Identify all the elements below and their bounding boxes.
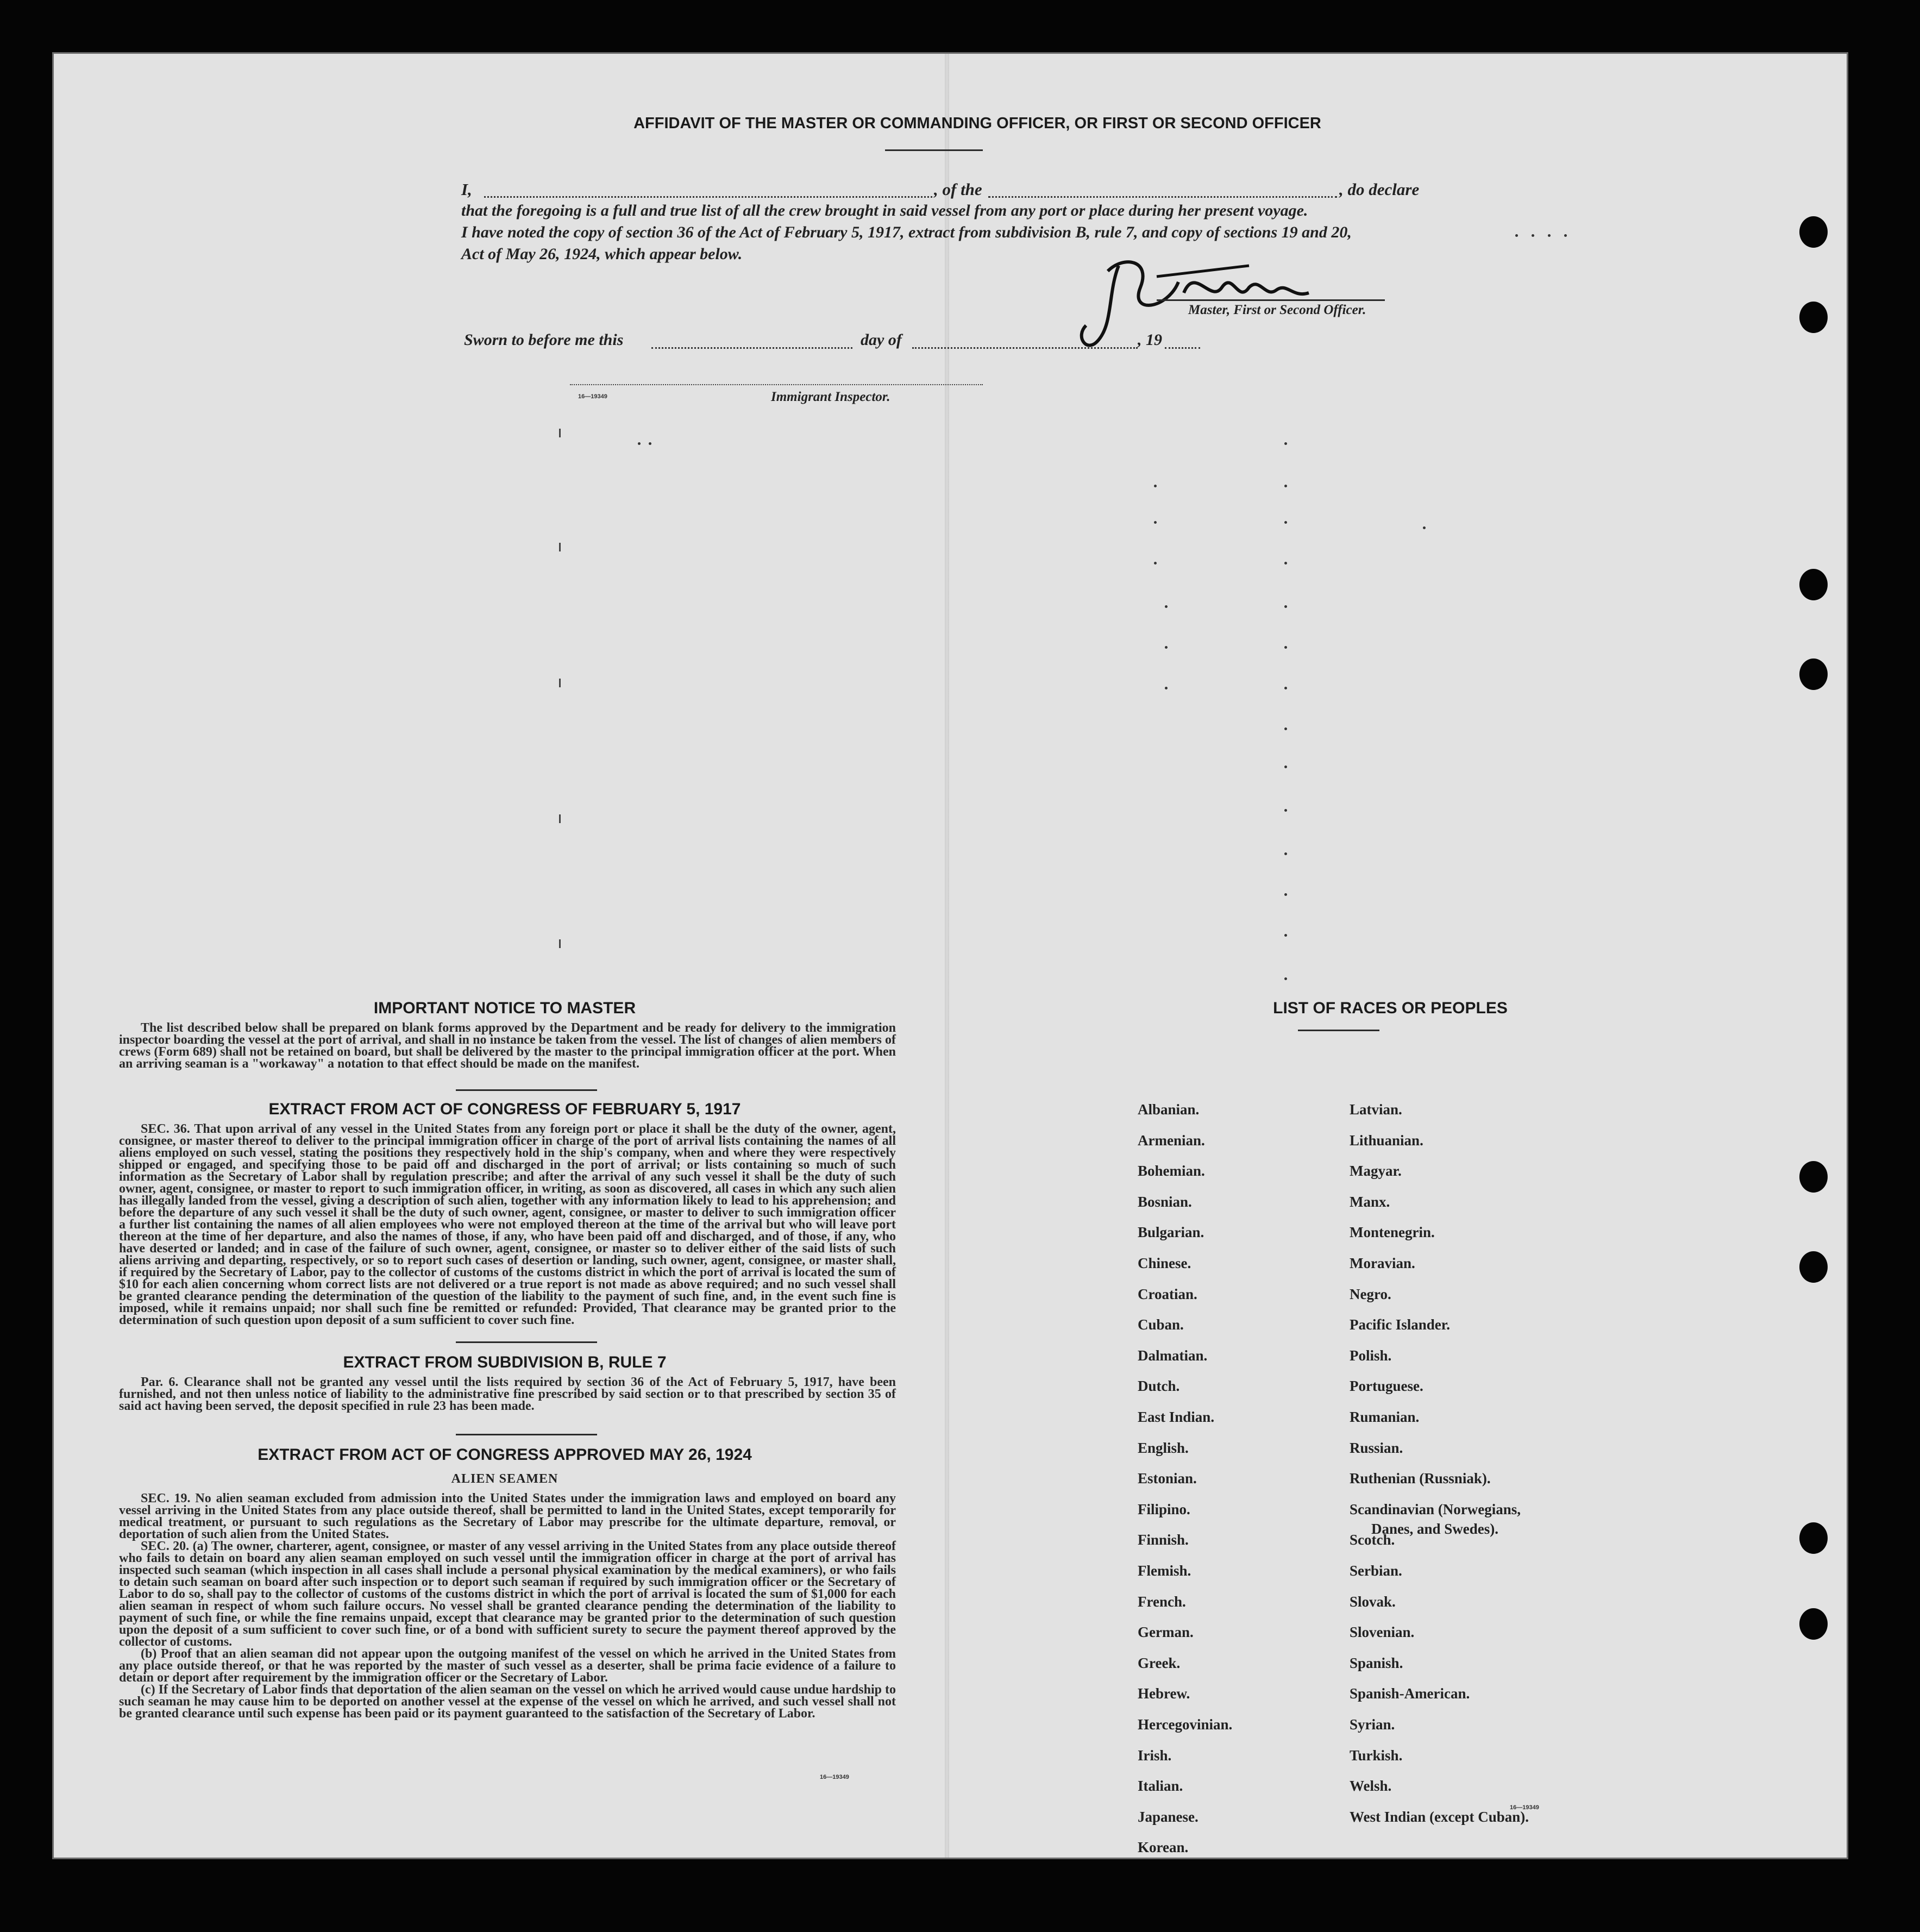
extract-1924-title: EXTRACT FROM ACT OF CONGRESS APPROVED MAY 26, 1924 (258, 1446, 752, 1464)
race-item-right: Montenegrin. (1350, 1224, 1435, 1241)
races-title: LIST OF RACES OR PEOPLES (1273, 999, 1508, 1017)
sworn-year-line (1165, 347, 1200, 349)
race-item-left: Dalmatian. (1138, 1347, 1208, 1364)
page-fold (945, 54, 949, 1858)
race-item-left: Filipino. (1138, 1501, 1190, 1517)
race-item-right: Slovenian. (1350, 1624, 1415, 1641)
speck (1423, 526, 1426, 529)
speck (1284, 687, 1287, 689)
sworn-label: Sworn to before me this (464, 331, 624, 349)
signature-line (1157, 299, 1385, 301)
section-20c-text: (c) If the Secretary of Labor finds that deportation of the alien seaman on the vessel on which he arrived would cause undue hardship to such seaman he may cause him to be deported on another vessel at the expense of the vessel on which he arrived, and such vessel shall not be granted clearance until such expense has been paid or its payment guaranteed to the satisfaction of the Secretary of Labor. (119, 1683, 896, 1721)
races-title-underline (1298, 1030, 1379, 1031)
race-item-right: Spanish-American. (1350, 1685, 1470, 1702)
form-number-top: 16—19349 (578, 393, 607, 400)
document-sheet (52, 52, 1848, 1859)
race-item-right: Danes, and Swedes). (1371, 1520, 1499, 1537)
race-item-right: Portuguese. (1350, 1378, 1423, 1395)
section-36-text: SEC. 36. That upon arrival of any vessel in the United States from any foreign port or place it shall be the duty of the owner, agent, consignee, or master thereof to deliver to the principal immigration officer in charge of the port of arrival lists containing the names of all aliens employed on such vessel, stating the positions they respectively hold in the ship's company, when and where they were respectively shipped or engaged, and specifying those to be paid off and discharged in the port of arrival; or lists containing so much of such information as the Secretary of Labor shall by regulation prescribe; and after the arrival of any such vessel it shall be the duty of such owner, agent, consignee, or master to report to such immigration officer, in writing, as soon as discovered, all cases in which any such alien has illegally landed from the vessel, giving a description of such alien, together with any information likely to lead to his apprehension; and before the departure of any such vessel it shall be the duty of such owner, agent, consignee, or master to deliver to such immigration officer a further list containing the names of all alien employees who were not employed thereon at the time of the arrival but who will leave port thereon at the time of her departure, and also the names of those, if any, who have been paid off and discharged, and of those, if any, who have deserted or landed; and in case of the failure of such owner, agent, consignee, or master so to deliver either of the said lists of such aliens arriving and departing, respectively, or so to report such cases of desertion or landing, such owner, agent, consignee, or master shall, if required by the Secretary of Labor, pay to the collector of customs of the customs district in which the port of arrival is located the sum of $10 for each alien concerning whom correct lists are not delivered or a true report is not made as above required; and no such vessel shall be granted clearance pending the determination of the question of the liability to the payment of such fine, and, in the event such fine is imposed, while it remains unpaid; nor shall such fine be remitted or refunded: Provided, That clearance may be granted prior to the determination of such question upon deposit of a sum sufficient to cover such fine. (119, 1122, 896, 1327)
speck (1548, 234, 1551, 237)
race-item-right: Turkish. (1350, 1747, 1403, 1764)
extract-1924-body (119, 1492, 896, 1720)
race-item-right: Serbian. (1350, 1563, 1402, 1579)
section-20b-text: (b) Proof that an alien seaman did not appear upon the outgoing manifest of the vessel on which he arrived in the United States from any place outside thereof, or that he was reported by the master of such vessel as a deserter, shall be prima facie evidence of a failure to detain or deport after requirement by the immigration officer or the Secretary of Labor. (119, 1647, 896, 1685)
alien-seamen-subtitle: ALIEN SEAMEN (451, 1472, 559, 1486)
race-item-left: Japanese. (1138, 1808, 1199, 1825)
name-field-line (484, 196, 932, 198)
race-item-left: Bosnian. (1138, 1193, 1192, 1210)
speck (1165, 646, 1168, 649)
declaration-line-2: that the foregoing is a full and true list of all the crew brought in said vessel from any port or place during her present voyage. (461, 202, 1308, 219)
speck (1284, 442, 1287, 445)
race-item-left: French. (1138, 1593, 1186, 1610)
speck (559, 939, 561, 948)
inspector-line (570, 384, 983, 385)
race-item-left: English. (1138, 1439, 1189, 1456)
speck (1284, 562, 1287, 564)
speck (1532, 234, 1534, 237)
speck (1284, 852, 1287, 855)
speck (1165, 605, 1168, 608)
race-item-right: Welsh. (1350, 1778, 1392, 1795)
race-item-right: Rumanian. (1350, 1409, 1420, 1425)
notice-title: IMPORTANT NOTICE TO MASTER (373, 999, 636, 1017)
binder-hole (1799, 216, 1828, 248)
race-item-left: Albanian. (1138, 1101, 1200, 1118)
race-item-left: Italian. (1138, 1778, 1183, 1795)
race-item-right: Lithuanian. (1350, 1132, 1423, 1149)
speck (1284, 809, 1287, 812)
race-item-left: East Indian. (1138, 1409, 1215, 1425)
race-item-right: Spanish. (1350, 1654, 1403, 1671)
extract-1917-title: EXTRACT FROM ACT OF CONGRESS OF FEBRUARY 5, 1917 (268, 1100, 741, 1118)
title-underline (885, 149, 983, 151)
of-the-label: , of the (934, 180, 982, 199)
do-declare-label: , do declare (1339, 180, 1420, 199)
race-item-left: Cuban. (1138, 1316, 1184, 1333)
speck (1284, 646, 1287, 649)
speck (559, 543, 561, 551)
race-item-left: Korean. (1138, 1839, 1189, 1856)
speck (1515, 234, 1518, 237)
day-of-label: day of (861, 331, 902, 349)
race-item-right: Slovak. (1350, 1593, 1396, 1610)
divider-2 (456, 1341, 597, 1343)
race-item-right: Magyar. (1350, 1163, 1402, 1180)
speck (559, 679, 561, 687)
race-item-right: Manx. (1350, 1193, 1390, 1210)
speck (1284, 521, 1287, 524)
speck (1284, 893, 1287, 896)
speck (1284, 727, 1287, 730)
year-label: , 19 (1138, 331, 1162, 349)
divider-1 (456, 1089, 597, 1091)
binder-hole (1799, 569, 1828, 600)
binder-hole (1799, 1608, 1828, 1640)
race-item-right: Russian. (1350, 1439, 1403, 1456)
race-item-left: Estonian. (1138, 1470, 1197, 1487)
declaration-line-3: I have noted the copy of section 36 of the Act of February 5, 1917, extract from subdivision B, rule 7, and copy of sections 19 and 20, (461, 223, 1352, 241)
form-number-right: 16—19349 (1510, 1804, 1539, 1811)
speck (1284, 766, 1287, 768)
race-item-left: Greek. (1138, 1654, 1181, 1671)
section-19-text: SEC. 19. No alien seaman excluded from admission into the United States under the immigration laws and employed on board any vessel arriving in the United States from any place outside thereof, shall be permitted to land in the United States, except temporarily for medical treatment, or pursuant to such regulations as the Secretary of Labor may prescribe for the ultimate departure, removal, or deportation of such alien from the United States. (119, 1491, 896, 1541)
binder-hole (1799, 658, 1828, 690)
extract-rule7-body (119, 1376, 896, 1412)
race-item-left: Dutch. (1138, 1378, 1180, 1395)
race-item-left: Finnish. (1138, 1532, 1189, 1548)
speck (649, 442, 651, 445)
speck (1284, 934, 1287, 937)
speck (1165, 687, 1168, 689)
race-item-right: Scotch. (1350, 1532, 1395, 1548)
speck (1284, 605, 1287, 608)
extract-1917-body (119, 1123, 896, 1326)
race-item-left: Chinese. (1138, 1255, 1191, 1271)
speck (1154, 521, 1157, 524)
speck (559, 429, 561, 437)
race-item-right: Negro. (1350, 1285, 1391, 1302)
race-item-left: Armenian. (1138, 1132, 1205, 1149)
binder-hole (1799, 1522, 1828, 1554)
race-item-left: Irish. (1138, 1747, 1172, 1764)
vessel-field-line (988, 196, 1337, 198)
race-item-left: Hebrew. (1138, 1685, 1190, 1702)
binder-hole (1799, 302, 1828, 333)
inspector-label: Immigrant Inspector. (771, 390, 890, 404)
notice-body (119, 1022, 896, 1070)
race-item-right: West Indian (except Cuban). (1350, 1808, 1529, 1825)
declaration-line-4: Act of May 26, 1924, which appear below. (461, 245, 743, 263)
race-item-right: Moravian. (1350, 1255, 1415, 1271)
race-item-left: Hercegovinian. (1138, 1716, 1233, 1733)
sworn-month-line (912, 347, 1138, 349)
binder-hole (1799, 1251, 1828, 1283)
divider-3 (456, 1434, 597, 1435)
race-item-left: Croatian. (1138, 1285, 1197, 1302)
race-item-left: Bulgarian. (1138, 1224, 1204, 1241)
extract-rule7-title: EXTRACT FROM SUBDIVISION B, RULE 7 (343, 1353, 667, 1371)
race-item-right: Polish. (1350, 1347, 1392, 1364)
race-item-right: Pacific Islander. (1350, 1316, 1450, 1333)
speck (1284, 977, 1287, 980)
notice-text: The list described below shall be prepared on blank forms approved by the Department and be ready for delivery to the immigration inspector boarding the vessel at the port of arrival, and shall in no instance be taken from the vessel. The list of changes of alien members of crews (Form 689) shall not be retained on board, but shall be delivered by the master to the principal immigration officer at the port. When an arriving seaman is a "workaway" a notation to that effect should be made on the manifest. (119, 1021, 896, 1071)
form-number-left: 16—19349 (820, 1774, 849, 1780)
speck (1284, 485, 1287, 487)
race-item-left: Bohemian. (1138, 1163, 1205, 1180)
declare-i: I, (461, 180, 472, 199)
section-20a-text: SEC. 20. (a) The owner, charterer, agent, consignee, or master of any vessel arriving in the United States from any place outside thereof who fails to detain on board any alien seaman employed on such vessel until the immigration officer in charge at the port of arrival has inspected such seaman (which inspection in all cases shall include a personal physical examination by the medical examiners), or who fails to detain such seaman on board after such inspection or to deport such seaman if required by such immigration officer or the Secretary of Labor to do so, shall pay to the collector of customs of the customs district in which the port of arrival is located the sum of $1,000 for each alien seaman in respect of whom such failure occurs. No vessel shall be granted clearance pending the determination of the liability to payment of such fine, or while the fine remains unpaid, except that clearance may be granted prior to the determination of such question upon the deposit of a sum sufficient to cover such fine, or of a bond with sufficient surety to secure the payment thereof approved by the collector of customs. (119, 1539, 896, 1649)
race-item-right: Scandinavian (Norwegians, (1350, 1501, 1521, 1517)
master-signature (1075, 244, 1379, 358)
race-item-right: Syrian. (1350, 1716, 1395, 1733)
speck (1154, 562, 1157, 564)
binder-hole (1799, 1161, 1828, 1193)
sworn-day-line (651, 347, 852, 349)
speck (1564, 234, 1567, 237)
affidavit-title: AFFIDAVIT OF THE MASTER OR COMMANDING OFFICER, OR FIRST OR SECOND OFFICER (633, 115, 1321, 132)
speck (559, 814, 561, 823)
race-item-right: Latvian. (1350, 1101, 1402, 1118)
race-item-left: Flemish. (1138, 1563, 1191, 1579)
speck (1154, 485, 1157, 487)
paragraph-6-text: Par. 6. Clearance shall not be granted any vessel until the lists required by section 36 of the Act of February 5, 1917, have been furnished, and not then unless notice of liability to the administrative fine prescribed by said section or to that prescribed by section 35 of said act having been served, the deposit specified in rule 23 has been made. (119, 1375, 896, 1413)
signature-caption: Master, First or Second Officer. (1188, 303, 1366, 317)
race-item-right: Ruthenian (Russniak). (1350, 1470, 1491, 1487)
speck (638, 442, 641, 445)
race-item-left: German. (1138, 1624, 1194, 1641)
